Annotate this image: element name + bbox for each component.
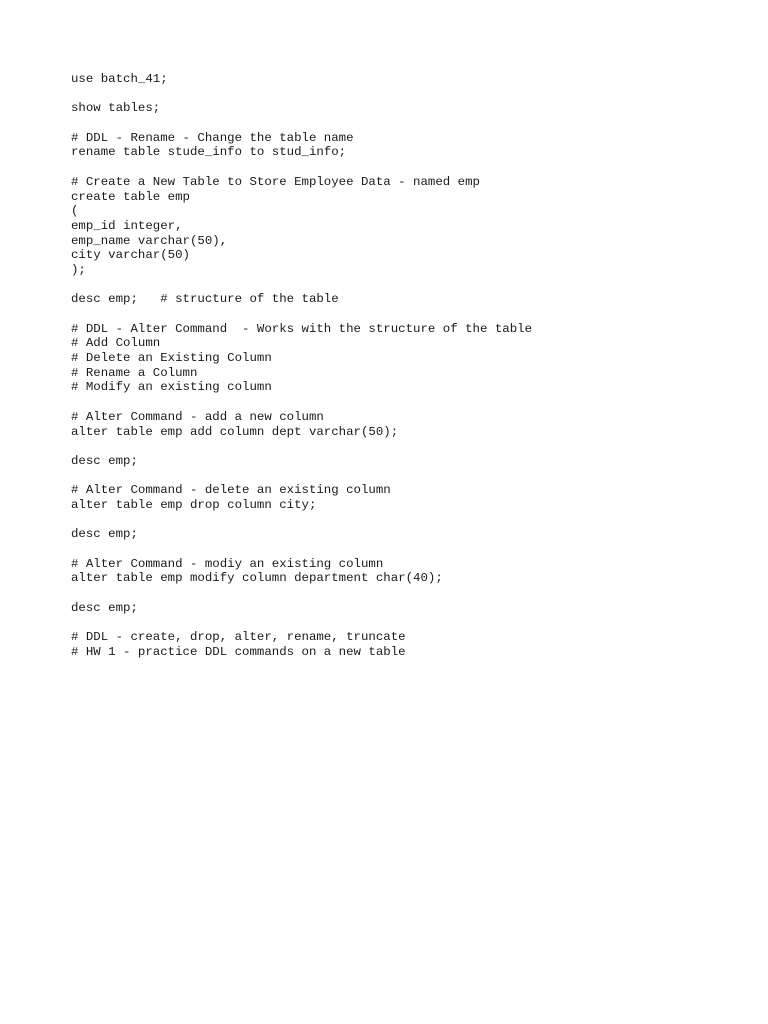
code-line: show tables; — [71, 101, 161, 116]
code-line: # DDL - Rename - Change the table name — [71, 130, 354, 145]
blank-line — [71, 395, 532, 410]
code-line: # Alter Command - add a new column — [71, 409, 324, 424]
code-line: # DDL - create, drop, alter, rename, truncate — [71, 630, 406, 645]
code-line: alter table emp modify column department char(40); — [71, 571, 443, 586]
code-line: desc emp; — [71, 600, 138, 615]
code-line: # Delete an Existing Column — [71, 351, 272, 366]
blank-line — [71, 439, 532, 454]
code-line: emp_name varchar(50), — [71, 233, 228, 248]
blank-line — [71, 513, 532, 528]
code-line: use batch_41; — [71, 72, 168, 86]
sql-code-block — [71, 72, 532, 660]
blank-line — [71, 542, 532, 557]
code-line: # HW 1 - practice DDL commands on a new table — [71, 644, 406, 659]
blank-line — [71, 586, 532, 601]
blank-line — [71, 116, 532, 131]
blank-line — [71, 469, 532, 484]
code-line: alter table emp drop column city; — [71, 497, 317, 512]
code-line: desc emp; # structure of the table — [71, 292, 339, 307]
blank-line — [71, 87, 532, 102]
blank-line — [71, 307, 532, 322]
blank-line — [71, 160, 532, 175]
blank-line — [71, 615, 532, 630]
code-line: # Alter Command - modiy an existing column — [71, 556, 384, 571]
code-line: desc emp; — [71, 527, 138, 542]
code-line: ); — [71, 262, 86, 277]
code-line: city varchar(50) — [71, 248, 190, 263]
code-line: create table emp — [71, 189, 190, 204]
code-line: rename table stude_info to stud_info; — [71, 145, 347, 160]
code-line: desc emp; — [71, 453, 138, 468]
code-line: # Add Column — [71, 336, 161, 351]
code-line: # Create a New Table to Store Employee Data - named emp — [71, 174, 480, 189]
code-line: emp_id integer, — [71, 218, 183, 233]
blank-line — [71, 278, 532, 293]
code-line: # Modify an existing column — [71, 380, 272, 395]
code-line: alter table emp add column dept varchar(50); — [71, 424, 399, 439]
code-line: ( — [71, 204, 79, 219]
code-line: # Rename a Column — [71, 365, 198, 380]
code-line: # Alter Command - delete an existing column — [71, 483, 391, 498]
code-line: # DDL - Alter Command - Works with the structure of the table — [71, 321, 533, 336]
